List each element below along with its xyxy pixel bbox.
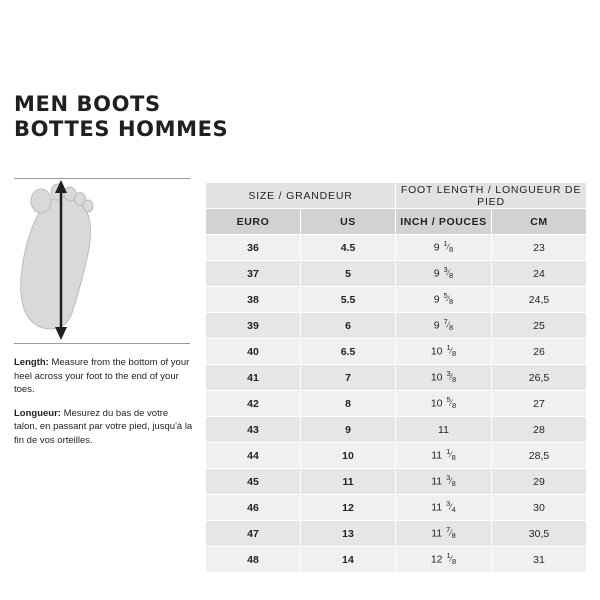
cell-us: 7 xyxy=(301,365,396,391)
cell-us: 11 xyxy=(301,469,396,495)
cell-inch: 11 xyxy=(396,417,492,443)
cell-inch: 11 $^7⁄_8$ xyxy=(396,521,492,547)
column-header-euro: EURO xyxy=(206,209,301,235)
size-table-wrap xyxy=(205,182,586,573)
cell-euro: 36 xyxy=(206,235,301,261)
foot-sole-shape xyxy=(21,197,91,329)
cell-us: 13 xyxy=(301,521,396,547)
cell-cm: 24,5 xyxy=(492,287,587,313)
cell-cm: 25 xyxy=(492,313,587,339)
cell-cm: 26 xyxy=(492,339,587,365)
cell-inch: 9 $^7⁄_8$ xyxy=(396,313,492,339)
cell-euro: 41 xyxy=(206,365,301,391)
group-header-size: SIZE / GRANDEUR xyxy=(206,183,396,209)
note-english-label: Length: xyxy=(14,357,49,368)
cell-us: 9 xyxy=(301,417,396,443)
cell-euro: 43 xyxy=(206,417,301,443)
cell-euro: 38 xyxy=(206,287,301,313)
group-header-foot-length: FOOT LENGTH / LONGUEUR DE PIED xyxy=(396,183,587,209)
cell-cm: 28 xyxy=(492,417,587,443)
cell-cm: 26,5 xyxy=(492,365,587,391)
cell-inch: 11 $^3⁄_4$ xyxy=(396,495,492,521)
cell-cm: 29 xyxy=(492,469,587,495)
cell-inch: 9 $^5⁄_8$ xyxy=(396,287,492,313)
cell-euro: 42 xyxy=(206,391,301,417)
cell-cm: 23 xyxy=(492,235,587,261)
table-row xyxy=(206,235,587,261)
cell-us: 14 xyxy=(301,547,396,573)
table-row xyxy=(206,495,587,521)
table-column-header-row xyxy=(206,209,587,235)
toe-5 xyxy=(83,200,93,212)
title-line-fr: BOTTES HOMMES xyxy=(14,117,229,141)
cell-us: 5 xyxy=(301,261,396,287)
cell-cm: 28,5 xyxy=(492,443,587,469)
title-line-en: MEN BOOTS xyxy=(14,92,161,116)
cell-inch: 11 $^1⁄_8$ xyxy=(396,443,492,469)
foot-outline-icon xyxy=(14,179,190,345)
size-table xyxy=(205,182,587,573)
note-english xyxy=(14,356,194,397)
note-english-text: Measure from the bottom of your heel across your foot to the end of your toes. xyxy=(14,357,190,395)
cell-inch: 9 $^3⁄_8$ xyxy=(396,261,492,287)
cell-us: 12 xyxy=(301,495,396,521)
table-group-header-row xyxy=(206,183,587,209)
measurement-notes xyxy=(14,356,194,447)
cell-us: 6.5 xyxy=(301,339,396,365)
table-row xyxy=(206,287,587,313)
cell-euro: 45 xyxy=(206,469,301,495)
page-title xyxy=(14,92,228,142)
toe-1 xyxy=(31,189,51,213)
cell-cm: 30 xyxy=(492,495,587,521)
table-row xyxy=(206,339,587,365)
note-french xyxy=(14,407,194,448)
table-row xyxy=(206,547,587,573)
cell-euro: 46 xyxy=(206,495,301,521)
cell-inch: 10 $^3⁄_8$ xyxy=(396,365,492,391)
table-row xyxy=(206,443,587,469)
cell-us: 4.5 xyxy=(301,235,396,261)
cell-cm: 27 xyxy=(492,391,587,417)
table-row xyxy=(206,391,587,417)
note-french-label: Longueur: xyxy=(14,407,61,419)
table-row xyxy=(206,365,587,391)
cell-inch: 11 $^3⁄_8$ xyxy=(396,469,492,495)
cell-us: 6 xyxy=(301,313,396,339)
cell-us: 8 xyxy=(301,391,396,417)
cell-inch: 12 $^1⁄_8$ xyxy=(396,547,492,573)
table-row xyxy=(206,469,587,495)
cell-euro: 39 xyxy=(206,313,301,339)
cell-euro: 48 xyxy=(206,547,301,573)
column-header-cm: CM xyxy=(492,209,587,235)
size-table-body xyxy=(206,235,587,573)
cell-euro: 40 xyxy=(206,339,301,365)
cell-us: 10 xyxy=(301,443,396,469)
table-row xyxy=(206,261,587,287)
column-header-inch: INCH / POUCES xyxy=(396,209,492,235)
cell-inch: 10 $^1⁄_8$ xyxy=(396,339,492,365)
table-row xyxy=(206,417,587,443)
foot-diagram xyxy=(14,178,190,344)
cell-cm: 24 xyxy=(492,261,587,287)
cell-cm: 31 xyxy=(492,547,587,573)
cell-cm: 30,5 xyxy=(492,521,587,547)
cell-euro: 37 xyxy=(206,261,301,287)
cell-euro: 44 xyxy=(206,443,301,469)
cell-euro: 47 xyxy=(206,521,301,547)
column-header-us: US xyxy=(301,209,396,235)
cell-inch: 10 $^5⁄_8$ xyxy=(396,391,492,417)
cell-us: 5.5 xyxy=(301,287,396,313)
table-row xyxy=(206,313,587,339)
note-french-text: Mesurez du bas de votre talon, en passant par votre pied, jusqu'à la fin de vos orteilles. xyxy=(14,407,193,446)
measurement-illustration-panel xyxy=(14,178,193,457)
cell-inch: 9 $^1⁄_8$ xyxy=(396,235,492,261)
table-row xyxy=(206,521,587,547)
